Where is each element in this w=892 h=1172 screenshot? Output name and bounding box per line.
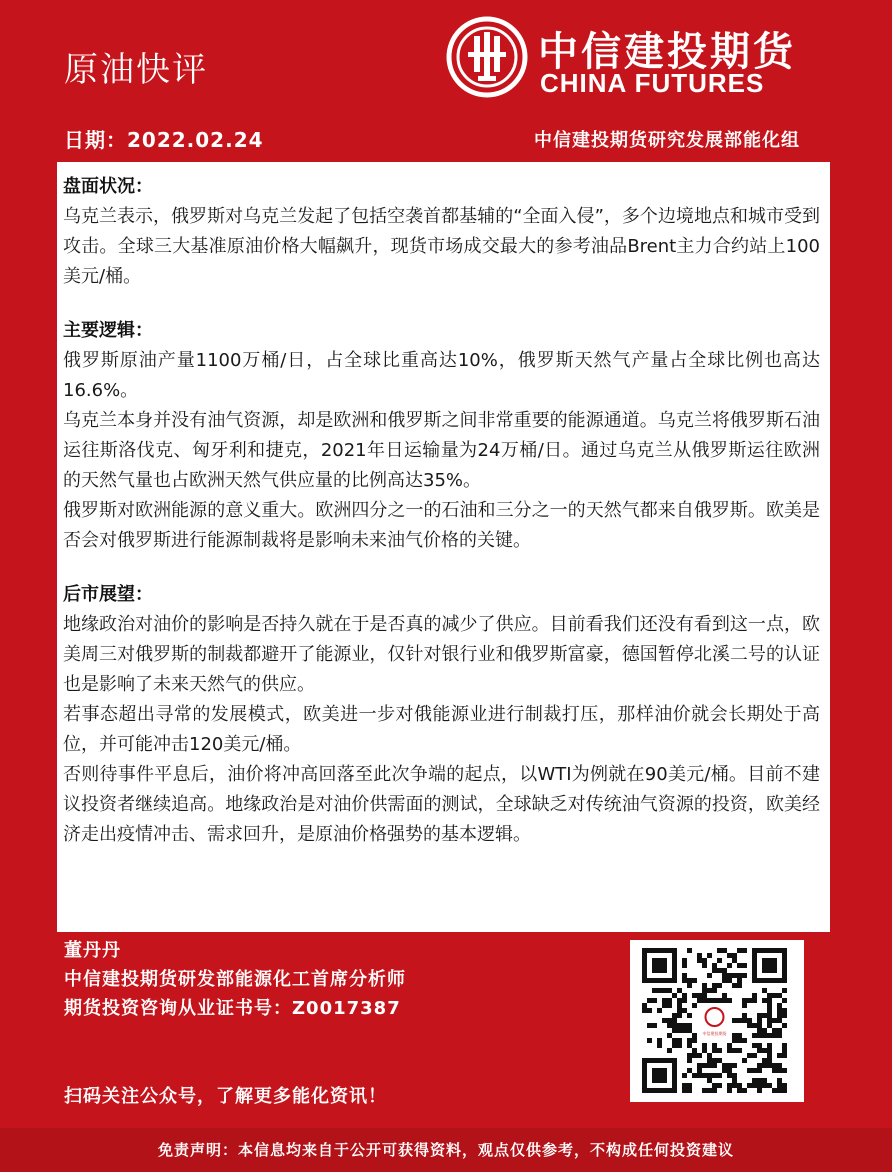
page-title: 原油快评	[64, 50, 208, 90]
paragraph: 否则待事件平息后，油价将冲高回落至此次争端的起点，以WTI为例就在90美元/桶。目前不建议投资者继续追高。地缘政治是对油价供需面的测试，全球缺乏对传统油气资源的投资，欧美经济走出疫情冲击、需求回升，是原油价格强势的基本逻辑。	[63, 764, 820, 845]
paragraph: 乌克兰本身并没有油气资源，却是欧洲和俄罗斯之间非常重要的能源通道。乌克兰将俄罗斯石油运往斯洛伐克、匈牙利和捷克，2021年日运输量为24万桶/日。通过乌克兰从俄罗斯运往欧洲的天然气量也占欧洲天然气供应量的比例高达35%。	[63, 410, 820, 491]
citic-logo-icon	[446, 16, 528, 98]
svg-text:中信建投期货: 中信建投期货	[702, 1031, 727, 1036]
author-name: 董丹丹	[64, 940, 121, 961]
qr-code-icon[interactable]	[630, 940, 804, 1102]
section-outlook	[63, 580, 820, 850]
report-date: 日期：2022.02.24	[64, 128, 264, 152]
section-market	[63, 172, 820, 292]
disclaimer-bar	[0, 1128, 892, 1172]
paragraph: 俄罗斯原油产量1100万桶/日，占全球比重高达10%，俄罗斯天然气产量占全球比例也高达16.6%。	[63, 350, 820, 401]
brand-name-cn: 中信建投期货	[538, 29, 796, 75]
content-panel	[57, 162, 830, 932]
department-label: 中信建投期货研究发展部能化组	[534, 130, 800, 151]
follow-prompt: 扫码关注公众号，了解更多能化资讯！	[64, 1086, 387, 1107]
disclaimer-text: 免责声明：本信息均来自于公开可获得资料，观点仅供参考，不构成任何投资建议	[157, 1141, 734, 1159]
brand-logo	[446, 16, 796, 98]
section-heading: 主要逻辑：	[63, 320, 153, 341]
qr-code-graphic	[630, 940, 804, 1102]
brand-name-en: CHINA FUTURES	[540, 68, 765, 98]
section-heading: 盘面状况：	[63, 176, 153, 197]
paragraph: 乌克兰表示，俄罗斯对乌克兰发起了包括空袭首都基辅的“全面入侵”，多个边境地点和城市受到攻击。全球三大基准原油价格大幅飙升，现货市场成交最大的参考油品Brent主力合约站上100美元/桶。	[63, 206, 820, 287]
author-block	[64, 936, 406, 1023]
author-title: 中信建投期货研发部能源化工首席分析师	[64, 969, 406, 990]
paragraph: 俄罗斯对欧洲能源的意义重大。欧洲四分之一的石油和三分之一的天然气都来自俄罗斯。欧美是否会对俄罗斯进行能源制裁将是影响未来油气价格的关键。	[63, 500, 820, 551]
author-license: 期货投资咨询从业证书号：Z0017387	[64, 998, 401, 1019]
paragraph: 若事态超出寻常的发展模式，欧美进一步对俄能源业进行制裁打压，那样油价就会长期处于高位，并可能冲击120美元/桶。	[63, 704, 820, 755]
paragraph: 地缘政治对油价的影响是否持久就在于是否真的减少了供应。目前看我们还没有看到这一点，欧美周三对俄罗斯的制裁都避开了能源业，仅针对银行业和俄罗斯富豪，德国暂停北溪二号的认证也是影响了未来天然气的供应。	[63, 614, 820, 695]
section-heading: 后市展望：	[63, 584, 153, 605]
section-logic	[63, 316, 820, 556]
